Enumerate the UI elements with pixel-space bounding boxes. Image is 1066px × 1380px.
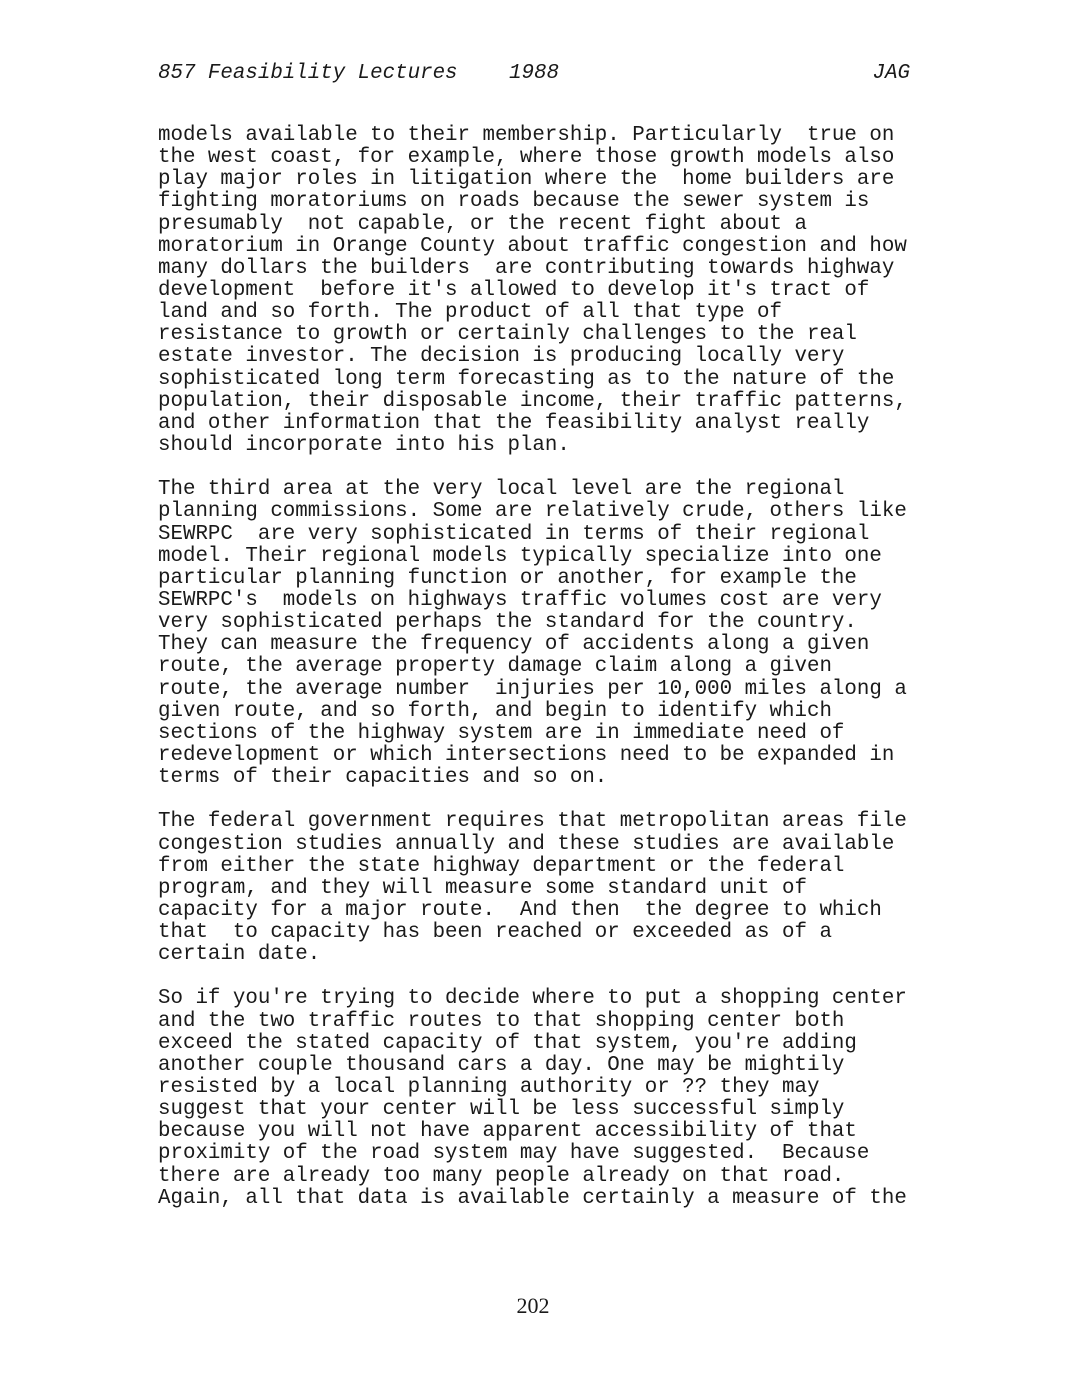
text-line: SEWRPC's models on highways traffic volumes cost are very (158, 588, 882, 612)
text-line: very sophisticated perhaps the standard for the country. (158, 611, 857, 635)
text-line: population, their disposable income, their traffic patterns, (158, 389, 907, 413)
text-line: that to capacity has been reached or exceeded as of a (158, 921, 832, 945)
text-line: redevelopment or which intersections need to be expanded in (158, 743, 895, 767)
paragraph (158, 479, 918, 789)
text-line: many dollars the builders are contributing towards highway (158, 256, 895, 280)
text-line: moratorium in Orange County about traffic congestion and how (158, 234, 907, 258)
page-header (158, 61, 910, 87)
text-line: model. Their regional models typically specialize into one (158, 544, 882, 568)
document-body (158, 125, 918, 1232)
text-line: route, the average number injuries per 10,000 miles along a (158, 677, 907, 701)
text-line: sections of the highway system are in immediate need of (158, 721, 845, 745)
text-line: land and so forth. The product of all that type of (158, 301, 783, 325)
text-line: The federal government requires that metropolitan areas file (158, 810, 907, 834)
text-line: development before it's allowed to develop it's tract of (158, 278, 870, 302)
text-line: exceed the stated capacity of that system, you're adding (158, 1031, 857, 1055)
text-line: the west coast, for example, where those growth models also (158, 146, 895, 170)
paragraph (158, 811, 918, 966)
text-line: They can measure the frequency of accidents along a given (158, 633, 870, 657)
text-line: given route, and so forth, and begin to identify which (158, 699, 832, 723)
text-line: because you will not have apparent accessibility of that (158, 1120, 857, 1144)
text-line: proximity of the road system may have suggested. Because (158, 1142, 870, 1166)
text-line: fighting moratoriums on roads because the sewer system is (158, 190, 870, 214)
text-line: SEWRPC are very sophisticated in terms of their regional (158, 522, 870, 546)
text-line: The third area at the very local level are the regional (158, 478, 845, 502)
text-line: another couple thousand cars a day. One may be mightily (158, 1053, 845, 1077)
text-line: and the two traffic routes to that shopping center both (158, 1009, 845, 1033)
text-line: from either the state highway department or the federal (158, 854, 845, 878)
text-line: suggest that your center will be less successful simply (158, 1098, 845, 1122)
text-line: there are already too many people already on that road. (158, 1164, 845, 1188)
text-line: So if you're trying to decide where to put a shopping center (158, 987, 907, 1011)
text-line: certain date. (158, 943, 321, 967)
text-line: resisted by a local planning authority or ?? they may (158, 1076, 820, 1100)
paragraph (158, 988, 918, 1209)
text-line: resistance to growth or certainly challenges to the real (158, 323, 857, 347)
text-line: terms of their capacities and so on. (158, 766, 608, 790)
text-line: sophisticated long term forecasting as to the nature of the (158, 367, 895, 391)
text-line: congestion studies annually and these studies are available (158, 832, 895, 856)
text-line: Again, all that data is available certainly a measure of the (158, 1186, 907, 1210)
text-line: models available to their membership. Particularly true on (158, 124, 895, 147)
text-line: capacity for a major route. And then the degree to which (158, 898, 882, 922)
text-line: program, and they will measure some standard unit of (158, 876, 807, 900)
text-line: estate investor. The decision is producing locally very (158, 345, 845, 369)
header-initials: JAG (872, 62, 910, 85)
text-line: route, the average property damage claim along a given (158, 655, 832, 679)
text-line: play major roles in litigation where the home builders are (158, 168, 895, 192)
text-line: should incorporate into his plan. (158, 433, 570, 457)
text-line: presumably not capable, or the recent fight about a (158, 212, 807, 236)
text-line: and other information that the feasibility analyst really (158, 411, 870, 435)
text-line: particular planning function or another, for example the (158, 566, 857, 590)
text-line: planning commissions. Some are relatively crude, others like (158, 500, 907, 524)
header-year: 1988 (509, 62, 559, 85)
paragraph (158, 125, 918, 457)
header-title: 857 Feasibility Lectures (158, 62, 458, 85)
page-number: 202 (516, 1293, 550, 1318)
